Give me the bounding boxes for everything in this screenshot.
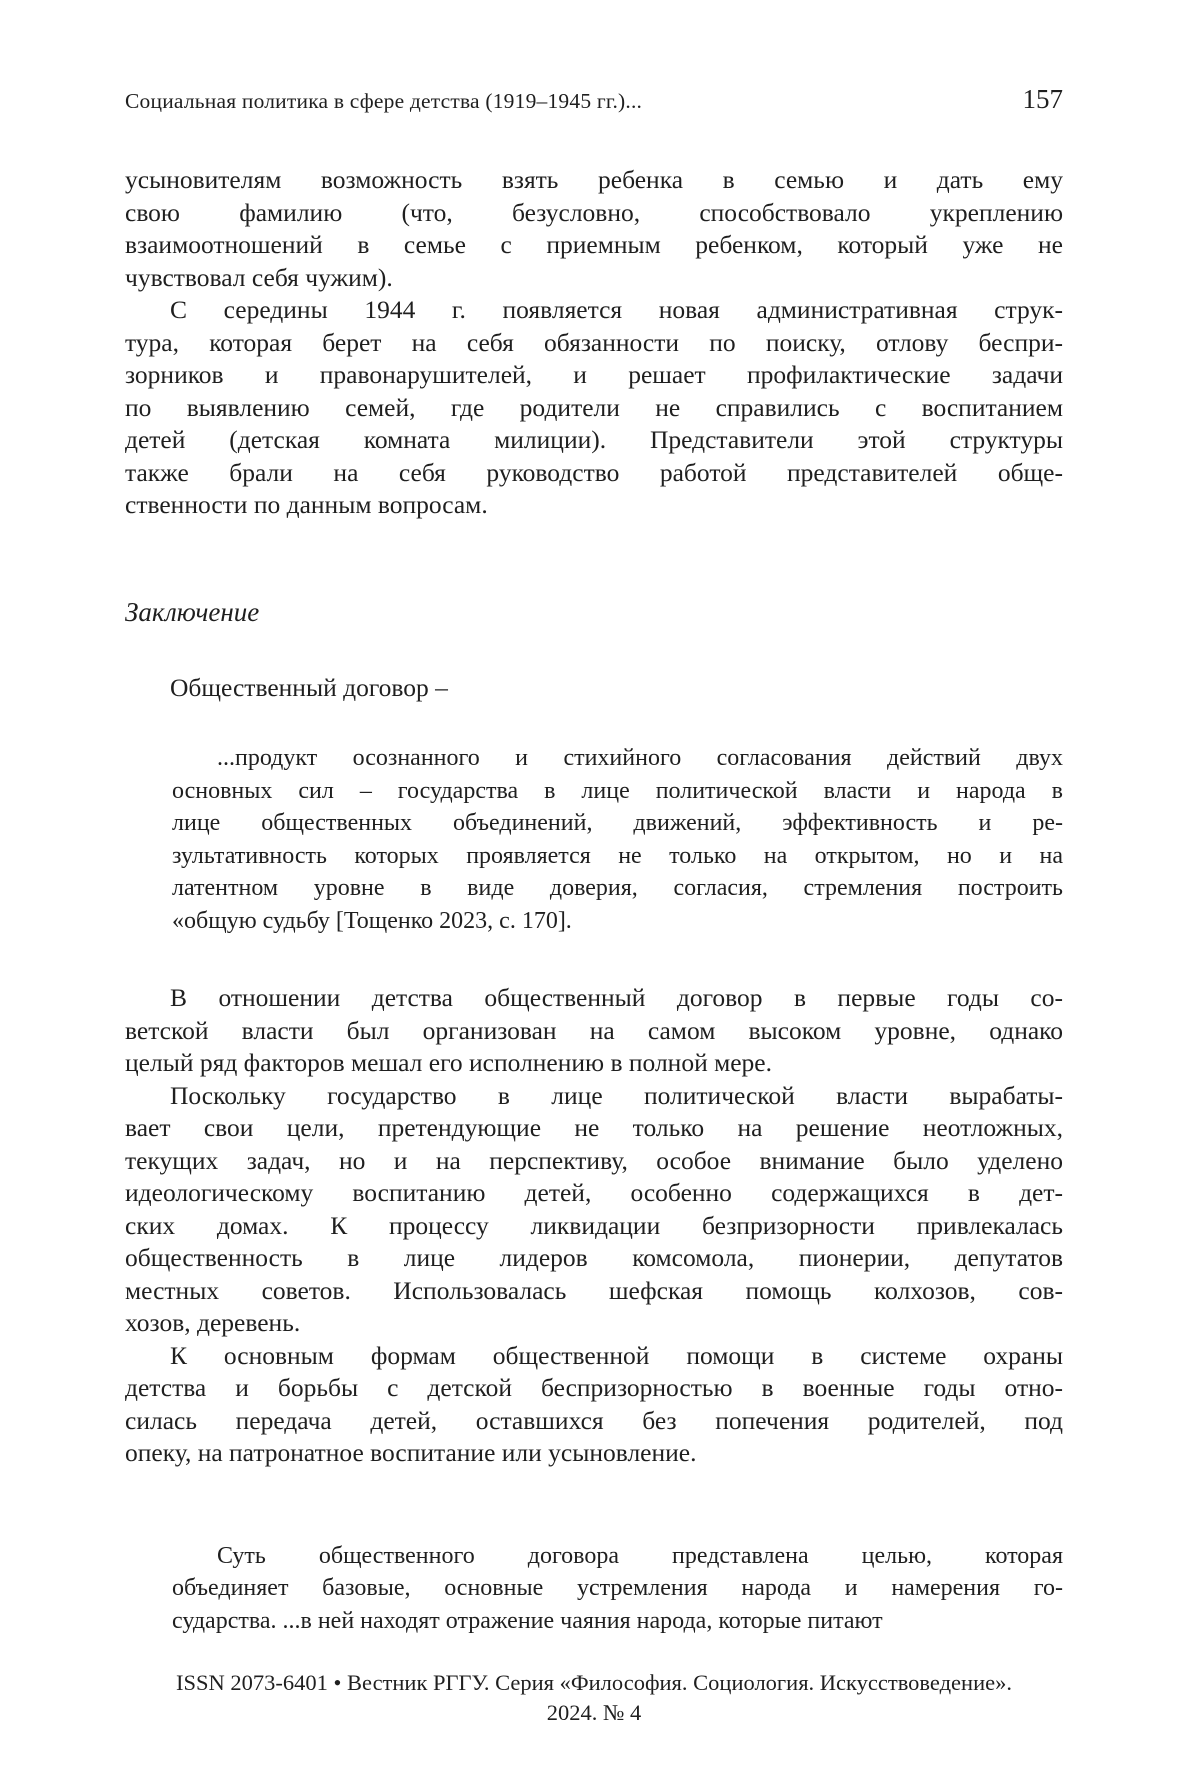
text-line: основных сил – государства в лице политической власти и народа в bbox=[172, 777, 1063, 804]
text-line: общественность в лице лидеров комсомола, пионерии, депутатов bbox=[125, 1243, 1063, 1272]
text-line: вает свои цели, претендующие не только на решение неотложных, bbox=[125, 1113, 1063, 1142]
text-line: целый ряд факторов мешал его исполнению в полной мере. bbox=[125, 1048, 772, 1077]
text-line: идеологическому воспитанию детей, особенно содержащихся в дет- bbox=[125, 1178, 1063, 1207]
section-heading: Заключение bbox=[125, 596, 260, 627]
paragraph bbox=[125, 1080, 1063, 1340]
running-head bbox=[125, 84, 1063, 116]
block-quote bbox=[172, 1540, 1063, 1638]
text-line: сударства. ...в ней находят отражение чаяния народа, которые питают bbox=[172, 1607, 883, 1634]
paragraph-continuation bbox=[125, 164, 1063, 294]
text-line: опеку, на патронатное воспитание или усыновление. bbox=[125, 1438, 697, 1467]
text-line: объединяет базовые, основные устремления народа и намерения го- bbox=[172, 1575, 1063, 1601]
text-line: латентном уровне в виде доверия, согласия, стремления построить bbox=[172, 875, 1063, 901]
text-line: зорников и правонарушителей, и решает профилактические задачи bbox=[125, 360, 1063, 389]
quote-lead-in: Общественный договор – bbox=[170, 672, 448, 702]
text-line: «общую судьбу [Тощенко 2023, с. 170]. bbox=[172, 907, 572, 934]
text-line: усыновителям возможность взять ребенка в семью и дать ему bbox=[125, 165, 1063, 194]
text-line: также брали на себя руководство работой представителей обще- bbox=[125, 457, 1063, 487]
text-line: взаимоотношений в семье с приемным ребенком, который уже не bbox=[125, 230, 1063, 259]
page-number: 157 bbox=[1022, 84, 1063, 114]
footer-issn-line: ISSN 2073-6401 • Вестник РГГУ. Серия «Философия. Социология. Искусствоведение». bbox=[176, 1670, 1012, 1695]
paragraph bbox=[125, 294, 1063, 522]
text-line: ...продукт осознанного и стихийного согласования действий двух bbox=[217, 745, 1063, 771]
text-line: местных советов. Использовалась шефская помощь колхозов, сов- bbox=[125, 1275, 1063, 1305]
footer-issue-line: 2024. № 4 bbox=[546, 1700, 642, 1725]
text-line: хозов, деревень. bbox=[125, 1308, 301, 1337]
text-column bbox=[125, 164, 1063, 1637]
text-line: В отношении детства общественный договор в первые годы со- bbox=[170, 983, 1063, 1012]
text-line: свою фамилию (что, безусловно, способствовало укреплению bbox=[125, 197, 1063, 227]
text-line: тура, которая берет на себя обязанности по поиску, отлову беспри- bbox=[125, 327, 1063, 357]
text-line: текущих задач, но и на перспективу, особое внимание было уделено bbox=[125, 1145, 1063, 1175]
text-line: К основным формам общественной помощи в системе охраны bbox=[170, 1340, 1063, 1370]
page-footer bbox=[125, 1668, 1063, 1728]
text-line: детей (детская комната милиции). Представители этой структуры bbox=[125, 425, 1063, 454]
paragraph bbox=[125, 982, 1063, 1080]
text-line: ветской власти был организован на самом высоком уровне, однако bbox=[125, 1015, 1063, 1045]
text-line: детства и борьбы с детской беспризорностью в военные годы отно- bbox=[125, 1373, 1063, 1402]
text-line: С середины 1944 г. появляется новая административная струк- bbox=[170, 295, 1063, 324]
paragraph bbox=[125, 1340, 1063, 1470]
text-line: ских домах. К процессу ликвидации безпризорности привлекалась bbox=[125, 1210, 1063, 1240]
text-line: силась передача детей, оставшихся без попечения родителей, под bbox=[125, 1405, 1063, 1435]
text-line: Суть общественного договора представлена целью, которая bbox=[217, 1542, 1063, 1569]
text-line: зультативность которых проявляется не только на открытом, но и на bbox=[172, 842, 1063, 869]
text-line: ственности по данным вопросам. bbox=[125, 490, 488, 519]
text-line: лице общественных объединений, движений, эффективность и ре- bbox=[172, 810, 1063, 836]
text-line: Поскольку государство в лице политической власти вырабаты- bbox=[170, 1080, 1063, 1110]
block-quote bbox=[172, 742, 1063, 937]
text-line: чувствовал себя чужим). bbox=[125, 262, 393, 292]
text-line: по выявлению семей, где родители не справились с воспитанием bbox=[125, 392, 1063, 422]
running-title: Социальная политика в сфере детства (1919–1945 гг.)... bbox=[125, 89, 643, 113]
